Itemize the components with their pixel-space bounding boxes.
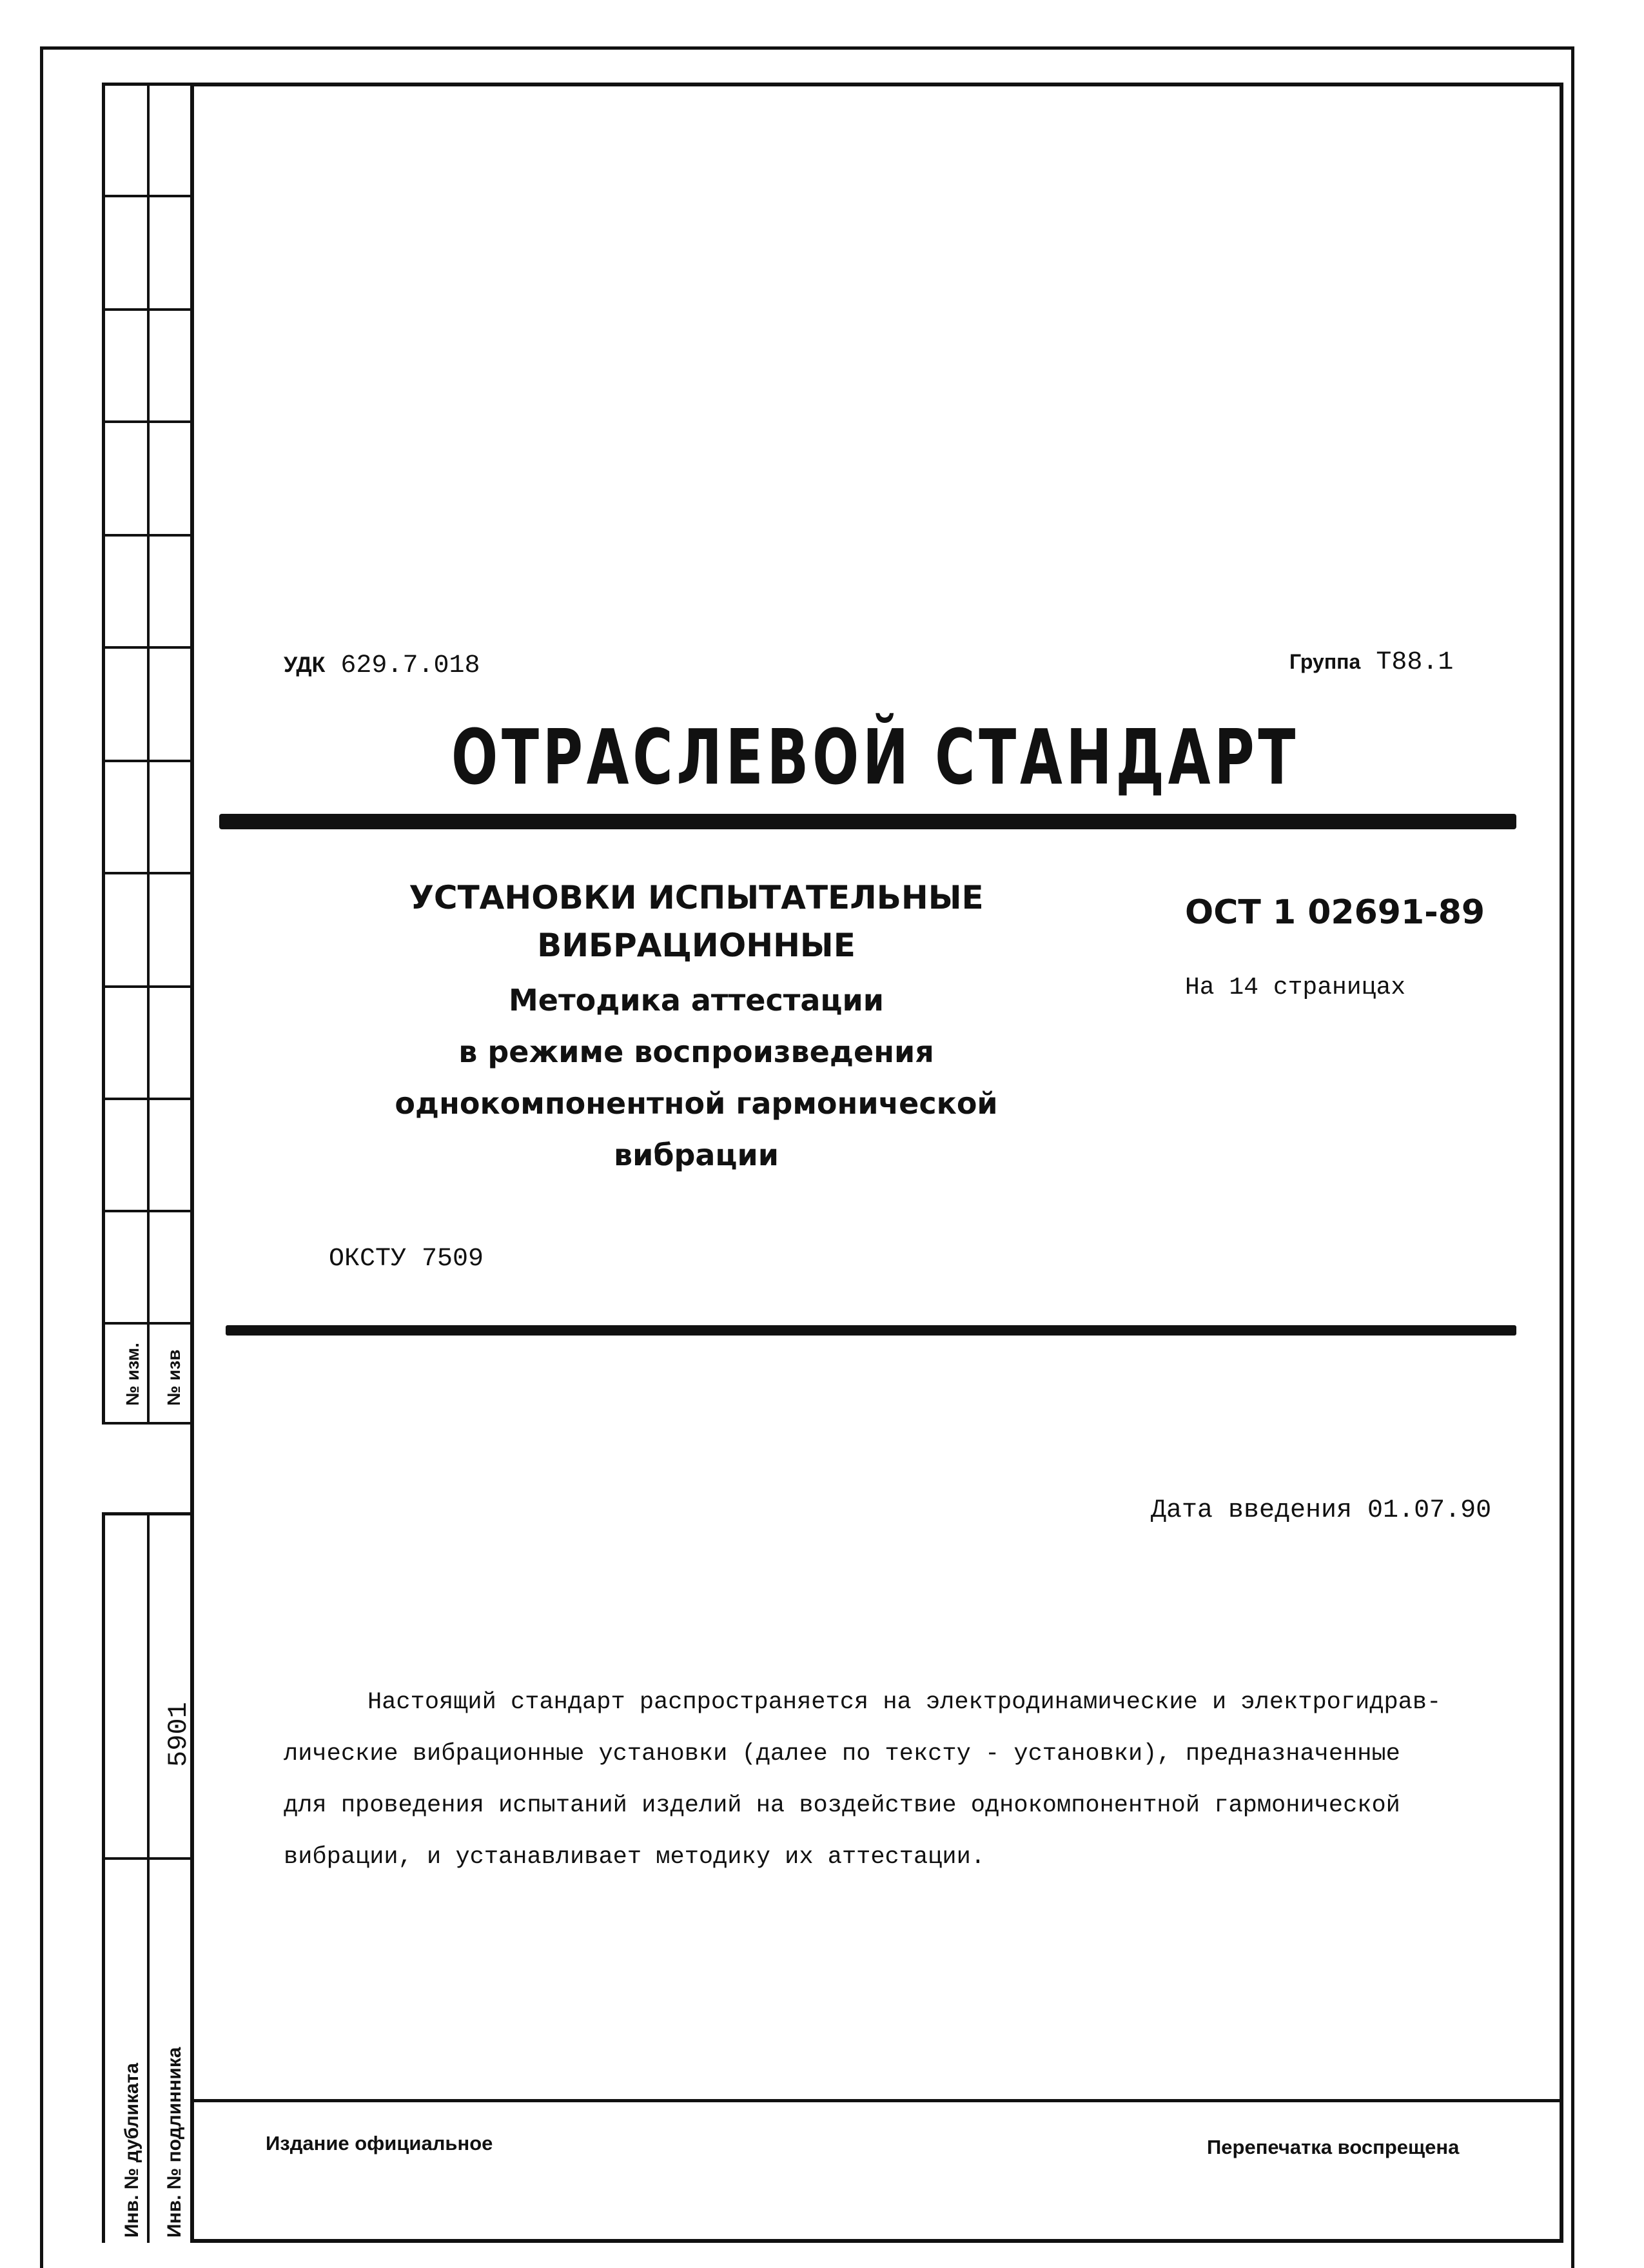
side-stamp-row-line [102, 985, 192, 988]
body-line-2: лические вибрационные установки (далее по тексту - установки), предназначенные [284, 1740, 1400, 1768]
sub-line-2: в режиме воспроизведения [458, 1034, 934, 1069]
side-stamp-row-line [102, 646, 192, 649]
document-title: ОТРАСЛЕВОЙ СТАНДАРТ [451, 713, 1300, 802]
side-stamp-row-line [102, 1210, 192, 1212]
sub-line-4: вибрации [614, 1138, 779, 1172]
standard-code: ОСТ 1 02691-89 [1185, 893, 1485, 932]
body-line-3: для проведения испытаний изделий на воздействие однокомпонентной гармонической [284, 1792, 1400, 1819]
official-edition-label: Издание официальное [266, 2132, 493, 2155]
body-line-4: вибрации, и устанавливает методику их аттестации. [284, 1844, 985, 1871]
reprint-prohibited-label: Перепечатка воспрещена [1207, 2136, 1460, 2158]
group-label: Группа [1289, 650, 1361, 673]
side-stamp-row-line [102, 420, 192, 423]
side-stamp-row-line [102, 1857, 192, 1860]
side-stamp-row-line [102, 1322, 192, 1325]
side-stamp-row-line [102, 760, 192, 762]
standard-name [361, 874, 1032, 1181]
introduction-date: Дата введения 01.07.90 [1151, 1496, 1492, 1525]
name-line-2: ВИБРАЦИОННЫЕ [537, 927, 856, 964]
udk-value: 629.7.018 [340, 651, 480, 680]
side-stamp-lower-divider [147, 1512, 150, 2243]
oksu-code: ОКСТУ 7509 [329, 1245, 484, 1274]
side-stamp-row-line [102, 1098, 192, 1100]
sub-line-3: однокомпонентной гармонической [395, 1086, 998, 1121]
sub-line-1: Методика аттестации [509, 983, 884, 1018]
side-stamp-row-line [102, 872, 192, 874]
side-stamp-row-line [102, 534, 192, 537]
izm-label: № изм. [122, 1343, 142, 1406]
duplicate-label: Инв. № дубликата [121, 2062, 142, 2238]
heavy-rule-bottom [226, 1325, 1516, 1336]
scope-paragraph [284, 1677, 1509, 1883]
heavy-rule-top [219, 814, 1516, 829]
izv-label: № изв [164, 1349, 184, 1406]
original-number: 5901 [163, 1702, 194, 1767]
side-stamp-row-line [102, 1422, 192, 1425]
name-line-1: УСТАНОВКИ ИСПЫТАТЕЛЬНЫЕ [409, 879, 984, 916]
body-line-1: Настоящий стандарт распространяется на электродинамические и электрогидрав- [367, 1689, 1442, 1716]
group-value: Т88.1 [1376, 648, 1454, 677]
udk-label: УДК [284, 653, 326, 677]
original-label: Инв. № подлинника [164, 2047, 185, 2238]
udk [284, 651, 480, 680]
footer-divider [190, 2099, 1563, 2102]
side-stamp-row-line [102, 308, 192, 311]
group [1289, 648, 1453, 677]
page-count: На 14 страницах [1185, 974, 1406, 1001]
side-stamp-row-line [102, 195, 192, 197]
side-stamp-divider [147, 83, 150, 1424]
